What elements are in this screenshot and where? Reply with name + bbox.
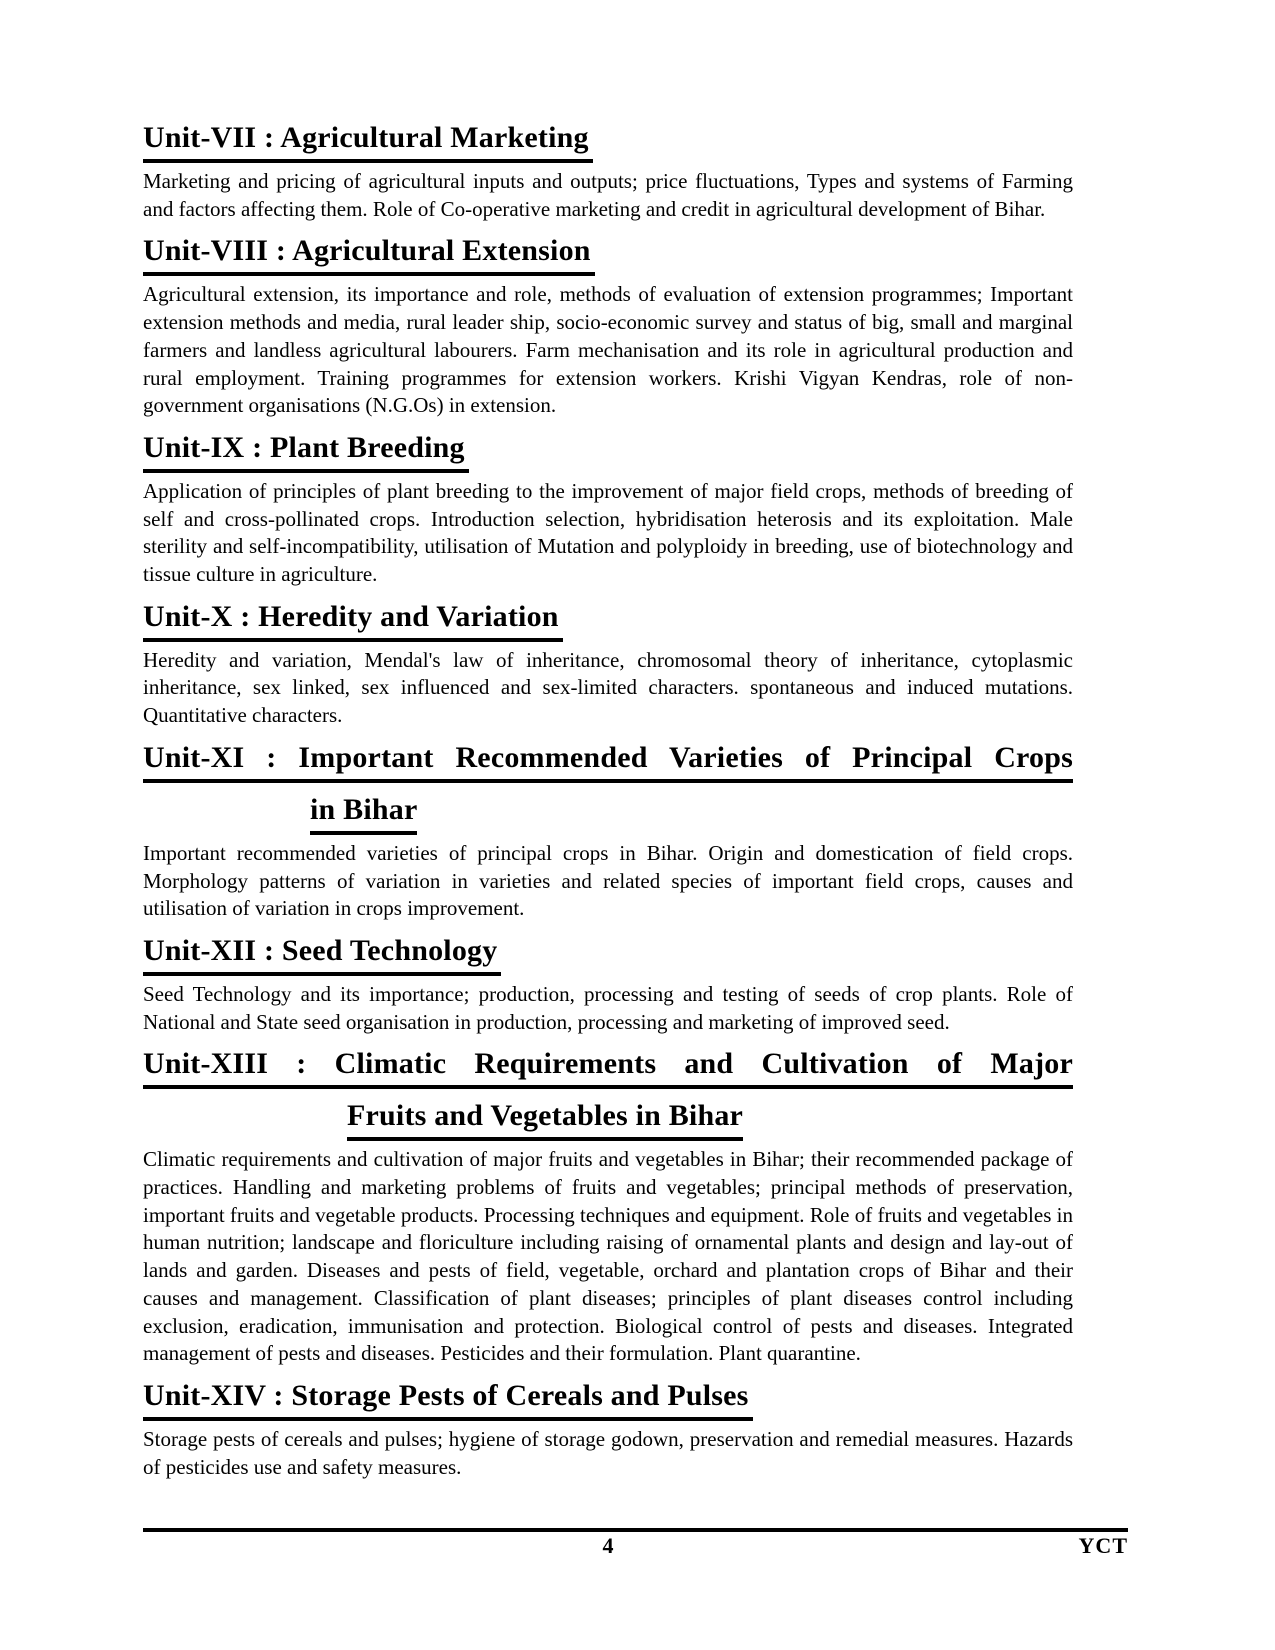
section-heading-text: Unit-XIV : Storage Pests of Cereals and Pulses [143,1376,753,1421]
section-heading-line2: in Bihar [310,790,417,835]
section-body: Agricultural extension, its importance and role, methods of evaluation of extension programmes; Important extension methods and media, rural leader ship, socio-economic survey and status of big, small and marginal farmers and landless agricultural labourers. Farm mechanisation and its role in agricultural production and rural employment. Training programmes for extension workers. Krishi Vigyan Kendras, role of non-government organisations (N.G.Os) in extension. [143,282,1073,418]
section-body: Climatic requirements and cultivation of major fruits and vegetables in Bihar; their recommended package of practices. Handling and marketing problems of fruits and vegetables; principal methods of preservation, important fruits and vegetable products. Processing techniques and equipment. Role of fruits and vegetables in human nutrition; landscape and floriculture including raising of ornamental plants and design and lay-out of lands and garden. Diseases and pests of field, vegetable, orchard and plantation crops of Bihar and their causes and management. Classification of plant diseases; principles of plant diseases control including exclusion, eradication, immunisation and protection. Biological control of pests and diseases. Integrated management of pests and diseases. Pesticides and their formulation. Plant quarantine. [143,1147,1073,1366]
section-body: Seed Technology and its importance; production, processing and testing of seeds of crop plants. Role of National and State seed organisation in production, processing and marketing of improved seed. [143,981,1073,1034]
syllabus-section [143,428,1073,589]
section-heading-line1: Unit-XIII : Climatic Requirements and Cultivation of Major [143,1044,1073,1089]
syllabus-section [143,1044,1073,1368]
section-heading [143,118,1073,163]
section-heading-line1: Unit-XI : Important Recommended Varieties of Principal Crops [143,738,1073,783]
section-heading-text: Unit-VII : Agricultural Marketing [143,118,593,163]
section-body: Important recommended varieties of principal crops in Bihar. Origin and domestication of field crops. Morphology patterns of variation in varieties and related species of important field crops, causes and utilisation of variation in crops improvement. [143,840,1073,921]
section-body: Storage pests of cereals and pulses; hygiene of storage godown, preservation and remedial measures. Hazards of pesticides use and safety measures. [143,1426,1073,1479]
section-heading [143,231,1073,276]
syllabus-section [143,118,1073,223]
section-heading [143,428,1073,473]
section-heading-text: Unit-XII : Seed Technology [143,931,501,976]
syllabus-section [143,597,1073,730]
section-heading [143,1376,1073,1421]
section-heading [143,931,1073,976]
syllabus-section [143,231,1073,420]
section-heading [143,1044,1073,1141]
section-body: Marketing and pricing of agricultural inputs and outputs; price fluctuations, Types and systems of Farming and factors affecting them. Role of Co-operative marketing and credit in agricultural development of Bihar. [143,169,1073,221]
syllabus-section [143,1376,1073,1481]
footer-rule [143,1528,1128,1558]
syllabus-content [143,110,1073,1481]
section-heading [143,738,1073,835]
section-heading [143,597,1073,642]
section-heading-line2: Fruits and Vegetables in Bihar [347,1096,743,1141]
section-heading-text: Unit-X : Heredity and Variation [143,597,563,642]
publisher-mark: YCT [1078,1533,1128,1558]
syllabus-section [143,931,1073,1036]
section-heading-text: Unit-VIII : Agricultural Extension [143,231,595,276]
section-body: Application of principles of plant breeding to the improvement of major field crops, methods of breeding of self and cross-pollinated crops. Introduction selection, hybridisation heterosis and its exploitation. Male sterility and self-incompatibility, utilisation of Mutation and polyploidy in breeding, use of biotechnology and tissue culture in agriculture. [143,478,1073,587]
section-body: Heredity and variation, Mendal's law of inheritance, chromosomal theory of inheritance, cytoplasmic inheritance, sex linked, sex influenced and sex-limited characters. spontaneous and induced mutations. Quantitative characters. [143,647,1073,728]
section-heading-text: Unit-IX : Plant Breeding [143,428,469,473]
syllabus-section [143,738,1073,923]
page-number: 4 [602,1533,614,1558]
